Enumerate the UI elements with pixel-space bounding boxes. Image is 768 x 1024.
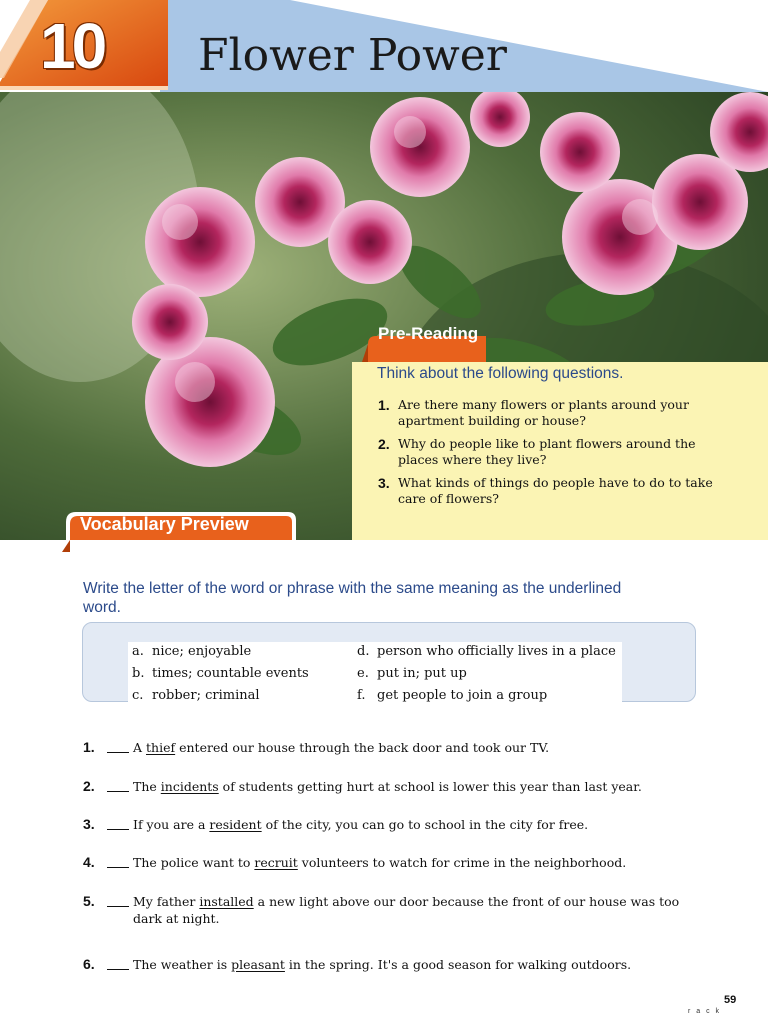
definition-text: times; countable events (152, 666, 309, 681)
pre-reading-question (378, 475, 728, 507)
question-number: 3. (378, 475, 390, 491)
question-number: 6. (83, 956, 95, 972)
underlined-word: pleasant (231, 957, 285, 972)
question-text: Why do people like to plant flowers around the places where they live? (398, 436, 696, 467)
exercise-instruction: Write the letter of the word or phrase with the same meaning as the underlined word. (83, 580, 622, 616)
answer-blank[interactable] (107, 956, 129, 970)
answer-blank[interactable] (107, 778, 129, 792)
underlined-word: recruit (254, 855, 298, 870)
definition-key: d. (357, 644, 370, 659)
page-number: 59 (724, 994, 737, 1006)
page-title: Flower Power (198, 30, 507, 81)
vocab-question (83, 778, 693, 795)
vocab-question (83, 893, 693, 927)
question-number: 2. (378, 436, 390, 452)
definition-key: b. (132, 666, 145, 681)
answer-blank[interactable] (107, 854, 129, 868)
underlined-word: resident (209, 817, 262, 832)
definition-item (357, 688, 547, 703)
definition-text: person who officially lives in a place (377, 644, 616, 659)
underlined-word: incidents (160, 779, 219, 794)
definition-item (357, 666, 467, 681)
pre-reading-intro: Think about the following questions. (377, 365, 624, 382)
question-text: The police want to recruit volunteers to watch for crime in the neighborhood. (133, 855, 627, 870)
vocab-question (83, 956, 693, 973)
definition-key: a. (132, 644, 144, 659)
vocabulary-preview-label: Vocabulary Preview (80, 514, 249, 534)
vocab-question (83, 854, 693, 871)
question-text: My father installed a new light above our door because the front of our house was too dark at night. (133, 894, 680, 926)
definition-key: f. (357, 688, 366, 703)
underlined-word: thief (146, 740, 176, 755)
pre-reading-label: Pre-Reading (378, 324, 479, 343)
underlined-word: installed (199, 894, 254, 909)
word-bank-definitions (128, 642, 622, 702)
answer-blank[interactable] (107, 816, 129, 830)
definition-text: put in; put up (377, 666, 467, 681)
pre-reading-question (378, 397, 728, 429)
question-number: 4. (83, 854, 95, 870)
definition-item (132, 688, 260, 703)
definition-text: nice; enjoyable (152, 644, 252, 659)
pre-reading-question (378, 436, 728, 468)
question-number: 1. (378, 397, 390, 413)
question-number: 1. (83, 739, 95, 755)
question-text: Are there many flowers or plants around your apartment building or house? (398, 397, 689, 428)
question-text: What kinds of things do people have to do to take care of flowers? (398, 475, 713, 506)
answer-blank[interactable] (107, 739, 129, 753)
vocab-question (83, 739, 693, 756)
question-text: The weather is pleasant in the spring. It's a good season for walking outdoors. (133, 957, 632, 972)
definition-item (357, 644, 616, 659)
vocab-question (83, 816, 693, 833)
definition-text: robber; criminal (152, 688, 260, 703)
question-text: The incidents of students getting hurt at school is lower this year than last year. (133, 779, 642, 794)
definition-item (132, 666, 309, 681)
question-text: A thief entered our house through the back door and took our TV. (133, 740, 550, 755)
question-number: 2. (83, 778, 95, 794)
unit-number: 10 (40, 10, 104, 82)
definition-item (132, 644, 251, 659)
definition-key: c. (132, 688, 144, 703)
question-number: 5. (83, 893, 95, 909)
question-text: If you are a resident of the city, you can go to school in the city for free. (133, 817, 589, 832)
definition-text: get people to join a group (377, 688, 548, 703)
definition-key: e. (357, 666, 369, 681)
question-number: 3. (83, 816, 95, 832)
answer-blank[interactable] (107, 893, 129, 907)
track-label: r a c k (688, 1008, 722, 1015)
